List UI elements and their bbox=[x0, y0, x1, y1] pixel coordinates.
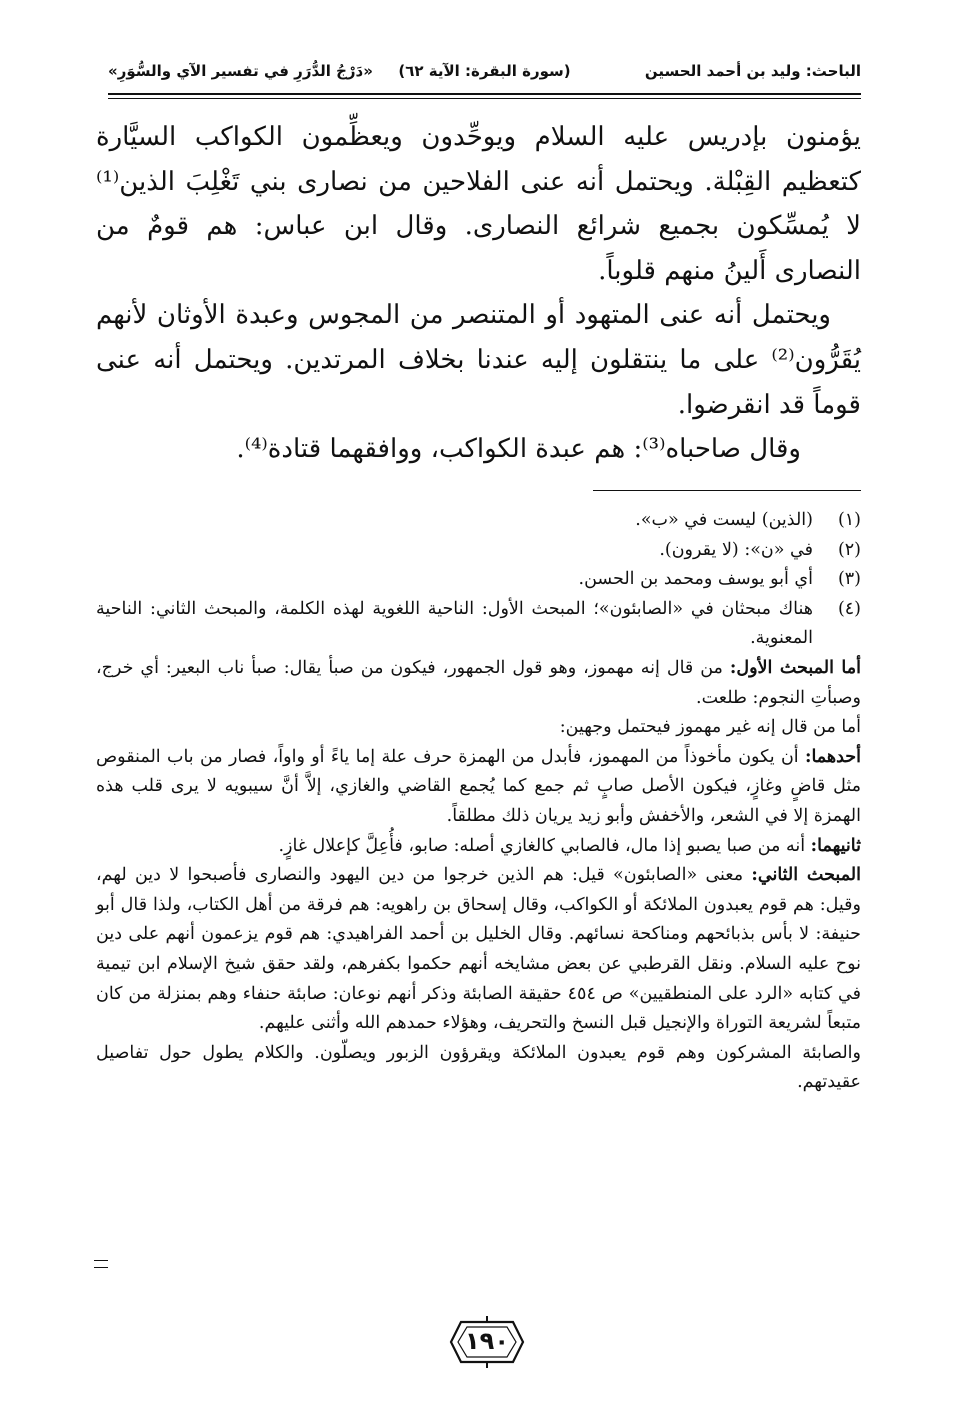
main-paragraph-3: وقال صاحباه⁽³⁾: هم عبدة الكواكب، ووافقهما قتادة⁽⁴⁾. bbox=[236, 434, 801, 465]
page-number: ١٩٠ bbox=[465, 1327, 509, 1355]
footnote-text: أي أبو يوسف ومحمد بن الحسن. bbox=[578, 569, 813, 590]
header-rule-thick bbox=[108, 93, 861, 95]
note-label: أما المبحث الأول: bbox=[729, 657, 862, 678]
footnote-4 bbox=[96, 595, 861, 654]
header-book-title: «دَرْجُ الدُّرَرِ في تفسير الآي والسُّوَرِ» bbox=[108, 62, 373, 80]
note-label: ثانيهما: bbox=[810, 835, 861, 856]
footnote-3 bbox=[96, 565, 861, 595]
footnote-number: (٤) bbox=[837, 598, 861, 619]
main-paragraph-1: يؤمنون بإدريس عليه السلام ويوحِّدون ويعظِّمون الكواكب السيَّارة كتعظيم القِبْلة. ويحتمل أنه عنى الفلاحين من نصارى بني تَغْلِبَ الذين⁽¹⁾ لا يُمسِّكون بجميع شرائع النصارى. وقال ابن عباس: هم قومٌ من النصارى أَلينُ منهم قلوباً. bbox=[96, 122, 861, 286]
note-text: من قال إنه مهموز، وهو قول الجمهور، فيكون من صبأ يقال: صبأ ناب البعير: أي خرج، وصبأتِ النجوم: طلعت. bbox=[96, 657, 861, 708]
footnote-number: (١) bbox=[837, 510, 861, 530]
footnote-number: (٣) bbox=[837, 569, 861, 590]
footnote-number: (٢) bbox=[837, 539, 861, 560]
note-label: المبحث الثاني: bbox=[751, 865, 862, 886]
continuation-mark bbox=[94, 1260, 108, 1268]
header-author: الباحث: وليد بن أحمد الحسين bbox=[644, 62, 861, 80]
note-text: أنه من صبا يصبو إذا مال، فالصابي كالغازي أصله: صابو، فأُعِلَّ كإعلال غازٍ. bbox=[278, 835, 811, 856]
footnote-separator bbox=[593, 490, 861, 491]
note-text: معنى «الصابئون» قيل: هم الذين خرجوا من دين اليهود والنصارى فأصبحوا لا دين لهم، وقيل: هم قوم يعبدون الملائكة أو الكواكب، وقال إسحاق بن راهويه: هم فرقة من أهل الكتاب، ولذا قال أبو حنيفة: لا بأس بذبائحهم ومناكحة نسائهم. وقال الخليل بن أحمد الفراهيدي: هم قوم يزعمون أنهم على دين نوح عليه السلام. ونقل القرطبي عن بعض مشايخه أنهم حكموا بكفرهم، ولقد حقق شيخ الإسلام ابن تيمية في كتابه «الرد على المنطقيين» ص ٤٥٤ حقيقة الصابئة وذكر أنهم نوعان: صابئة حنفاء وهم بمنزلة من كان متبعاً لشريعة التوراة والإنجيل قبل النسخ والتحريف، وهؤلاء حمدهم الله وأثنى عليهم. bbox=[96, 865, 861, 1034]
header-rule-thin bbox=[108, 98, 861, 99]
footnote-text: (الذين) ليست في «ب». bbox=[635, 510, 813, 530]
note-polytheist-sabians: والصابئة المشركون وهم قوم يعبدون الملائكة ويقرؤون الزبور ويصلّون. والكلام يطول حول تفاصيل عقيدتهم. bbox=[96, 1042, 861, 1093]
footnote-2 bbox=[96, 536, 861, 566]
note-first-section bbox=[96, 654, 861, 713]
note-text: أن يكون مأخوذاً من المهموز، فأبدل من الهمزة حرف علة إما ياءً أو واواً، فصار من باب المنقوص مثل قاضٍ وغازٍ، فيكون الأصل صابٍ ثم جمع كما يُجمع القاضي والغازي، إلاَّ أنَّ سيبويه لا يرى قلب هذه الهمزة إلا في الشعر، والأخفش وأبو زيد يريان ذلك مطلقاً. bbox=[96, 746, 861, 826]
main-paragraph-2: ويحتمل أنه عنى المتهود أو المتنصر من المجوس وعبدة الأوثان لأنهم يُقَرُّون⁽²⁾ على ما ينتقلون إليه عندنا بخلاف المرتدين. ويحتمل أنه عنى قوماً قد انقرضوا. bbox=[96, 300, 861, 420]
header-surah-reference: (سورة البقرة: الآية ٦٢) bbox=[398, 62, 571, 80]
footnote-1 bbox=[96, 506, 861, 536]
note-second-section bbox=[96, 861, 861, 1039]
note-second-aspect bbox=[96, 832, 861, 862]
main-text bbox=[96, 115, 861, 472]
note-first-aspect bbox=[96, 743, 861, 832]
note-label: أحدهما: bbox=[804, 746, 861, 767]
footnotes bbox=[96, 506, 861, 1098]
note-non-hamza: أما من قال إنه غير مهموز فيحتمل وجهين: bbox=[559, 717, 861, 738]
running-header bbox=[108, 56, 861, 92]
footnote-text: في «ن»: (لا يقرون). bbox=[659, 539, 813, 560]
footnote-text: هناك مبحثان في «الصابئون»؛ المبحث الأول: الناحية اللغوية لهذه الكلمة، والمبحث الثاني: الناحية المعنوية. bbox=[96, 598, 813, 649]
